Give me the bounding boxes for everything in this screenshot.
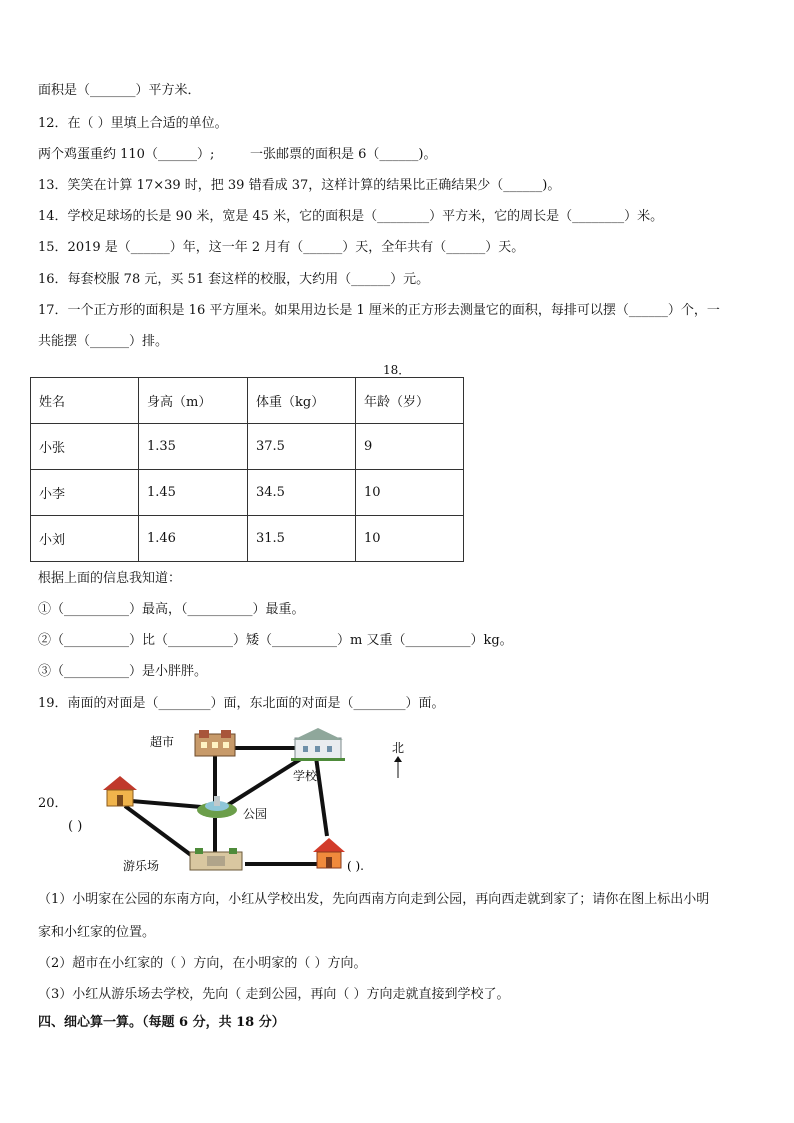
- table-header-row: [31, 378, 464, 424]
- question-17-cont: 共能摆（______）排。: [38, 334, 169, 349]
- table-cell: 37.5: [248, 424, 356, 470]
- road: [315, 750, 327, 836]
- table-header: 姓名: [31, 378, 139, 424]
- school-icon: [291, 728, 345, 761]
- question-17: 17．一个正方形的面积是 16 平方厘米。如果用边长是 1 厘米的正方形去测量它的面积，每排可以摆（______）个，一: [38, 303, 720, 318]
- question-15: 15．2019 是（______）年，这一年 2 月有（______）天，全年共有（______）天。: [38, 240, 525, 255]
- table-cell: 1.45: [139, 470, 248, 516]
- table-cell: 1.46: [139, 516, 248, 562]
- table-cell: 小刘: [31, 516, 139, 562]
- question-20-1-cont: 家和小红家的位置。: [38, 925, 156, 940]
- question-18-2: ②（__________）比（__________）矮（__________）m 又重（__________）kg。: [38, 633, 513, 648]
- info-table: [30, 377, 464, 562]
- table-cell: 10: [356, 516, 464, 562]
- table-header: 体重（kg）: [248, 378, 356, 424]
- park-icon: [197, 796, 237, 818]
- table-cell: 小李: [31, 470, 139, 516]
- question-18-3: ③（__________）是小胖胖。: [38, 664, 208, 679]
- table-header: 年龄（岁）: [356, 378, 464, 424]
- question-12: 12．在（ ）里填上合适的单位。: [38, 116, 228, 131]
- question-14: 14．学校足球场的长是 90 米，宽是 45 米，它的面积是（________）平方米，它的周长是（________）米。: [38, 209, 664, 224]
- table-row: [31, 516, 464, 562]
- road: [125, 806, 195, 858]
- north-arrowhead-icon: [394, 756, 402, 762]
- question-11-tail: 面积是（_______）平方米．: [38, 83, 201, 98]
- park-label: 公园: [243, 807, 268, 821]
- question-13: 13．笑笑在计算 17×39 时，把 39 错看成 37，这样计算的结果比正确结果少（______)。: [38, 178, 561, 193]
- table-cell: 10: [356, 470, 464, 516]
- table-row: [31, 470, 464, 516]
- question-16: 16．每套校服 78 元，买 51 套这样的校服，大约用（______）元。: [38, 272, 430, 287]
- question-18-number: 18．: [383, 363, 411, 377]
- house-blank-label: ( ).: [347, 859, 364, 873]
- supermarket-label: 超市: [150, 735, 175, 749]
- xiaoming-house-icon: [313, 838, 345, 868]
- map-diagram: [95, 728, 425, 880]
- playground-label: 游乐场: [123, 859, 160, 873]
- question-12-b: 一张邮票的面积是 6（______)。: [250, 147, 437, 162]
- school-label: 学校: [293, 769, 318, 783]
- question-20-1: （1）小明家在公园的东南方向，小红从学校出发，先向西南方向走到公园，再向西走就到家了；请你在图上标出小明: [38, 892, 710, 907]
- question-18-1: ①（__________）最高，（__________）最重。: [38, 602, 305, 617]
- question-19: 19．南面的对面是（________）面，东北面的对面是（________）面。: [38, 696, 445, 711]
- table-cell: 1.35: [139, 424, 248, 470]
- table-cell: 34.5: [248, 470, 356, 516]
- xiaohong-house-icon: [103, 776, 137, 806]
- table-cell: 31.5: [248, 516, 356, 562]
- north-label: 北: [392, 741, 405, 755]
- table-header: 身高（m）: [139, 378, 248, 424]
- supermarket-icon: [195, 730, 235, 756]
- xiaoming-house-blank: ( ): [68, 819, 83, 834]
- table-cell: 9: [356, 424, 464, 470]
- question-18-prompt: 根据上面的信息我知道：: [38, 571, 182, 586]
- question-20-3: （3）小红从游乐场去学校，先向（ 走到公园，再向（ ）方向走就直接到学校了。: [38, 987, 510, 1002]
- question-20-number: 20．: [38, 796, 68, 811]
- question-12-a: 两个鸡蛋重约 110（______）;: [38, 147, 215, 162]
- table-cell: 小张: [31, 424, 139, 470]
- table-row: [31, 424, 464, 470]
- section-4-heading: 四、细心算一算。（每题 6 分，共 18 分）: [38, 1015, 285, 1030]
- question-20-2: （2）超市在小红家的（ ）方向，在小明家的（ ）方向。: [38, 956, 367, 971]
